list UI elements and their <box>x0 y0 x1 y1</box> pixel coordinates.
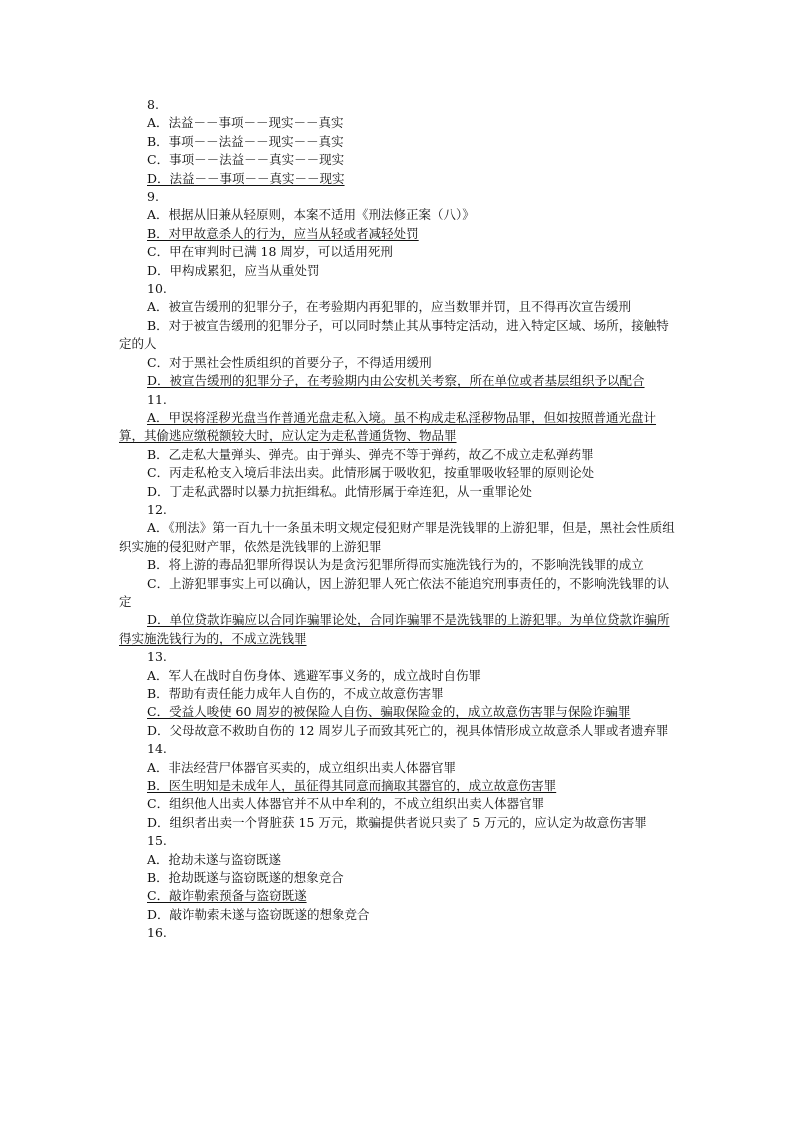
answer-option <box>119 206 679 224</box>
option-text: D．父母故意不救助自伤的 12 周岁儿子而致其死亡的，视具体情形成立故意杀人罪或者遗弃罪 <box>147 722 669 738</box>
answer-option <box>119 703 679 721</box>
answer-option <box>119 170 679 188</box>
question-number: 13. <box>147 649 167 665</box>
option-text: C．组织他人出卖人体器官并不从中牟利的，不成立组织出卖人体器官罪 <box>147 796 545 812</box>
question-list <box>119 96 679 943</box>
option-text: D．组织者出卖一个肾脏获 15 万元，欺骗提供者说只卖了 5 万元的，应认定为故意伤害罪 <box>147 814 647 830</box>
correct-option-text: D．单位贷款诈骗应以合同诈骗罪论处，合同诈骗罪不是洗钱罪的上游犯罪。为单位贷款诈骗所得实施洗钱行为的，不成立洗钱罪 <box>119 612 670 646</box>
question-number: 10. <box>147 281 167 297</box>
question-number: 14. <box>147 741 167 757</box>
correct-option-text: A．甲误将淫秽光盘当作普通光盘走私入境。虽不构成走私淫秽物品罪，但如按照普通光盘计算，其偷逃应缴税额较大时，应认定为走私普通货物、物品罪 <box>119 409 657 444</box>
correct-option-text: D．法益－－事项－－真实－－现实 <box>147 170 345 186</box>
question-number: 12. <box>147 501 167 517</box>
option-text: C．甲在审判时已满 18 周岁，可以适用死刑 <box>147 244 393 260</box>
option-text: C．上游犯罪事实上可以确认，因上游犯罪人死亡依法不能追究刑事责任的，不影响洗钱罪的认定 <box>119 575 670 609</box>
option-text: C．事项－－法益－－真实－－现实 <box>147 152 345 168</box>
answer-option <box>119 685 679 703</box>
document-body <box>119 96 679 943</box>
option-text: D．敲诈勒索未遂与盗窃既遂的想象竞合 <box>147 906 370 922</box>
answer-option <box>119 667 679 685</box>
answer-option <box>119 409 679 446</box>
option-text: A．《刑法》第一百九十一条虽未明文规定侵犯财产罪是洗钱罪的上游犯罪，但是，黑社会性质组织实施的侵犯财产罪，依然是洗钱罪的上游犯罪 <box>119 520 675 554</box>
question-number: 16. <box>147 925 167 941</box>
answer-option <box>119 851 679 869</box>
answer-option <box>119 483 679 501</box>
answer-option <box>119 759 679 777</box>
answer-option <box>119 262 679 280</box>
answer-option <box>119 372 679 390</box>
option-text: A．法益－－事项－－现实－－真实 <box>147 115 344 131</box>
option-text: B．对于被宣告缓刑的犯罪分子，可以同时禁止其从事特定活动，进入特定区域、场所，接触特定的人 <box>119 317 669 352</box>
question-number: 11. <box>147 391 167 407</box>
option-text: B．将上游的毒品犯罪所得误认为是贪污犯罪所得而实施洗钱行为的，不影响洗钱罪的成立 <box>147 557 644 573</box>
answer-option <box>119 464 679 482</box>
answer-option <box>119 317 679 354</box>
answer-option <box>119 795 679 813</box>
answer-option <box>119 777 679 795</box>
question-number: 9. <box>147 189 159 205</box>
option-text: B．乙走私大量弹头、弹壳。由于弹头、弹壳不等于弹药，故乙不成立走私弹药罪 <box>147 446 594 462</box>
correct-option-text: B．医生明知是未成年人，虽征得其同意而摘取其器官的，成立故意伤害罪 <box>147 778 557 794</box>
question-number: 8. <box>147 97 159 112</box>
question-number: 15. <box>147 833 167 849</box>
answer-option <box>119 887 679 905</box>
answer-option <box>119 298 679 316</box>
option-text: C．丙走私枪支入境后非法出卖。此情形属于吸收犯，按重罪吸收轻罪的原则论处 <box>147 465 595 481</box>
correct-option-text: D．被宣告缓刑的犯罪分子，在考验期内由公安机关考察，所在单位或者基层组织予以配合 <box>147 373 645 389</box>
answer-option <box>119 814 679 832</box>
correct-option-text: C．受益人唆使 60 周岁的被保险人自伤、骗取保险金的，成立故意伤害罪与保险诈骗罪 <box>147 704 631 720</box>
answer-option <box>119 354 679 372</box>
answer-option <box>119 243 679 261</box>
correct-option-text: B．对甲故意杀人的行为，应当从轻或者减轻处罚 <box>147 225 419 241</box>
option-text: A．军人在战时自伤身体、逃避军事义务的，成立战时自伤罪 <box>147 667 482 683</box>
answer-option <box>119 556 679 574</box>
option-text: A．被宣告缓刑的犯罪分子，在考验期内再犯罪的，应当数罪并罚，且不得再次宣告缓刑 <box>147 299 632 315</box>
answer-option <box>119 722 679 740</box>
answer-option <box>119 869 679 887</box>
answer-option <box>119 906 679 924</box>
option-text: B．事项－－法益－－现实－－真实 <box>147 133 344 149</box>
option-text: C．对于黑社会性质组织的首要分子，不得适用缓刑 <box>147 354 432 370</box>
option-text: A．非法经营尸体器官买卖的，成立组织出卖人体器官罪 <box>147 759 457 775</box>
option-text: D．丁走私武器时以暴力抗拒缉私。此情形属于牵连犯，从一重罪论处 <box>147 483 533 499</box>
option-text: D．甲构成累犯，应当从重处罚 <box>147 262 320 278</box>
answer-option <box>119 446 679 464</box>
option-text: A．抢劫未遂与盗窃既遂 <box>147 851 282 867</box>
answer-option <box>119 225 679 243</box>
answer-option <box>119 519 679 556</box>
option-text: A．根据从旧兼从轻原则，本案不适用《刑法修正案（八）》 <box>147 207 475 223</box>
answer-option <box>119 575 679 612</box>
answer-option <box>119 114 679 132</box>
answer-option <box>119 611 679 648</box>
option-text: B．帮助有责任能力成年人自伤的，不成立故意伤害罪 <box>147 686 444 701</box>
option-text: B．抢劫既遂与盗窃既遂的想象竞合 <box>147 870 344 886</box>
answer-option <box>119 133 679 151</box>
answer-option <box>119 151 679 169</box>
correct-option-text: C．敲诈勒索预备与盗窃既遂 <box>147 888 307 904</box>
